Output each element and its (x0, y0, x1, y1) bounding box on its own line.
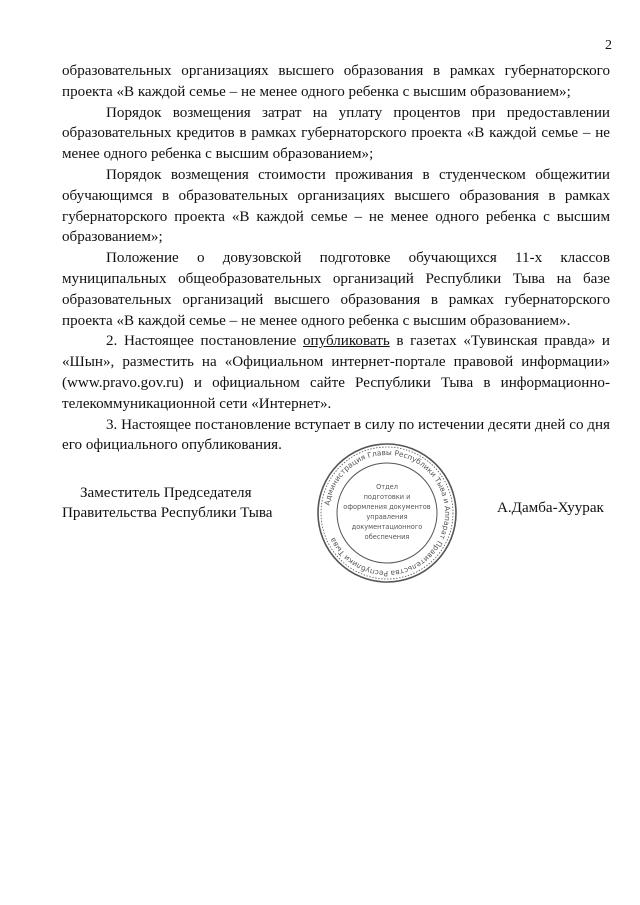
official-seal (316, 442, 458, 584)
signatory-position-line-2: Правительства Республики Тыва (62, 505, 273, 521)
paragraph-dormitory-reimbursement: Порядок возмещения стоимости проживания в студенческом общежитии обучающимся в образовательных организациях высшего образования в рамках губернаторского проекта «В каждой семье – не менее одного ребенка с высшим образованием»; (62, 166, 610, 246)
paragraph-publication (62, 331, 610, 414)
seal-inner-text (343, 483, 430, 541)
signatory-position-line-1: Заместитель Председателя (80, 485, 252, 501)
document-body (62, 61, 610, 456)
svg-text:подготовки и: подготовки и (363, 493, 411, 501)
svg-text:обеспечения: обеспечения (364, 533, 410, 541)
svg-text:документационного: документационного (351, 523, 423, 531)
signatory-name: А.Дамба-Хуурак (497, 500, 604, 516)
paragraph-interest-reimbursement: Порядок возмещения затрат на уплату процентов при предоставлении образовательных кредитов в рамках губернаторского проекта «В каждой семье – не менее одного ребенка с высшим образованием»; (62, 104, 610, 163)
publication-text-after: в газетах «Тувинская правда» и «Шын», разместить на «Официальном интернет-портале правовой информации» (www.pravo.gov.ru) и официальном сайте Республики Тыва в информационно-телекоммуникационной сети «Интернет». (62, 333, 610, 412)
svg-text:Отдел: Отдел (376, 483, 398, 491)
paragraph-effective-date: 3. Настоящее постановление вступает в силу по истечении десяти дней со дня его официального опубликования. (62, 416, 610, 454)
seal-outer-text: Администрация Главы Республики Тыва и Аппарат Правительства Республики Тыва (322, 447, 453, 579)
paragraph-continuation: образовательных организациях высшего образования в рамках губернаторского проекта «В каждой семье – не менее одного ребенка с высшим образованием»; (62, 63, 610, 100)
svg-text:оформления документов: оформления документов (343, 503, 431, 511)
signatory-position (62, 483, 273, 523)
publication-text-before: 2. Настоящее постановление (106, 333, 303, 350)
paragraph-preuniversity-training: Положение о довузовской подготовке обучающихся 11-х классов муниципальных общеобразовательных организаций Республики Тыва на базе образовательных организаций высшего образования в рамках губернаторского проекта «В каждой семье – не менее одного ребенка с высшим образованием». (62, 250, 610, 329)
publication-underlined-word: опубликовать (302, 333, 390, 350)
svg-text:управления: управления (366, 513, 408, 521)
page-number: 2 (605, 38, 612, 53)
